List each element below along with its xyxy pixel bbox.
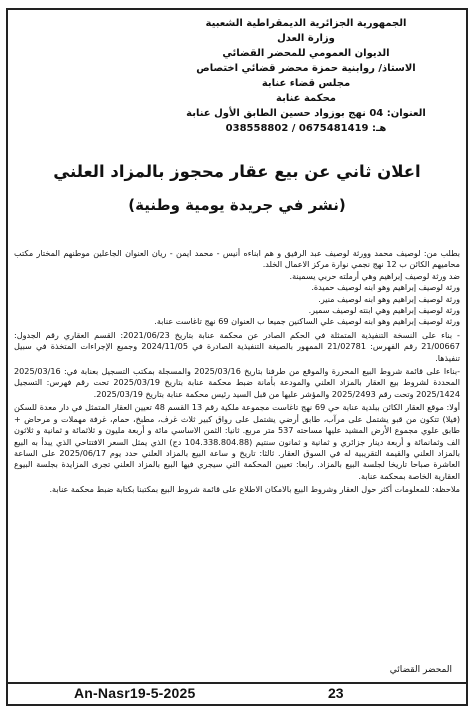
header-line-address: العنوان: 04 نهج بوزواد حسين الطابق الأول عنابة bbox=[186, 108, 426, 119]
defendant-heir-1: ورثة لوصيف إبراهيم وهو ابنه لوصيف حميدة. bbox=[311, 282, 460, 293]
notice-body bbox=[14, 248, 460, 666]
notice-title: اعلان ثاني عن بيع عقار محجوز بالمزاد العلني bbox=[53, 162, 421, 181]
judgment-paragraph: - بناء على النسخة التنفيذية المتمثلة في الحكم الصادر عن محكمة عنابة بتاريخ 2021/06/23: القسم العقاري رقم الجدول: 21/00667 رقم الفهرس: 21/02781 الممهور بالصيغة التنفيذية الصادرة في 2024/11/05 وجميع الإجراءات المتخذة في سبيل تنفيذها. bbox=[14, 329, 460, 363]
footer-issue-date: An-Nasr19-5-2025 bbox=[74, 685, 196, 701]
applicants-paragraph: بطلب من: لوصيف محمد وورثة لوصيف عبد الرفيق و هم ابناءه أنيس - محمد ايمن - ريان العنوان الجاعلين موطنهم المختار مكتب محاميهم الكائن ب 12 نهج نجمي نوارة مركز الاعمال الخلد. bbox=[14, 248, 460, 270]
page-footer bbox=[8, 682, 466, 704]
defendant-widow: ضد ورثة لوصيف إبراهيم وهي أرملته حربي يسمينة. bbox=[289, 270, 460, 281]
sale-conditions-paragraph: -بناءا على قائمة شروط البيع المحررة والموقع من طرفنا بتاريخ 2025/03/16 والمسجلة بمكتب التسجيل بعنابة في: 2025/03/16 المحددة لشروط بيع العقار بالمزاد العلني والمودعة بأمانة ضبط محكمة عنابة بتاريخ 2025/03/19 تحت رقم فهرس: التسجيل 2025/1424 وتحت رقم 2025/2493 والمؤشر عليها من قبل السيد رئيس محكمة عنابة بتاريخ 2025/03/19. bbox=[14, 366, 460, 399]
notice-subtitle: (نشر في جريدة يومية وطنية) bbox=[128, 196, 346, 214]
header-line-bailiff-name: الاستاذ/ روابنية حمزة محضر قضائي اختصاص bbox=[196, 63, 416, 74]
footer-page-number: 23 bbox=[328, 685, 344, 701]
defendants-residence: ورثة لوصيف إبراهيم وهو ابنه لوصيف علي الساكنين جميعا ب العنوان 69 نهج تاغاست عنابة. bbox=[154, 316, 460, 327]
header-line-court: محكمة عنابة bbox=[276, 93, 336, 104]
header-line-court-council: مجلس قضاء عنابة bbox=[261, 78, 351, 89]
header-line-office: الديوان العمومي للمحضر القضائي bbox=[222, 48, 390, 59]
bailiff-office-header bbox=[156, 16, 456, 136]
header-line-republic: الجمهورية الجزائرية الديمقراطية الشعبية bbox=[205, 18, 407, 29]
signature-bailiff: المحضر القضائي bbox=[389, 665, 452, 675]
defendant-heir-3: ورثة لوصيف إبراهيم وهي ابنته لوصيف سمير. bbox=[308, 305, 460, 316]
header-line-ministry: وزارة العدل bbox=[277, 33, 335, 44]
header-line-phone: هـ: 0675481419 / 038558802 bbox=[225, 123, 387, 134]
newspaper-page bbox=[6, 8, 468, 706]
defendant-heir-2: ورثة لوصيف إبراهيم وهو ابنه لوصيف منير. bbox=[318, 293, 460, 304]
note-paragraph: ملاحظة: للمعلومات أكثر حول العقار وشروط البيع بالامكان الاطلاع على قائمة شروط البيع بمكتبنا بكتابة ضبط محكمة عنابة. bbox=[49, 484, 460, 495]
property-details-paragraph: أولا: موقع العقار الكائن ببلدية عنابة حي 69 نهج تاغاست مجموعة ملكية رقم 13 القسم 48 تعيين العقار المتمثل في دار معدة للسكن (فيلا) تتكون من قبو يشتمل على مرآب، طابق أرضي يشتمل على رواق كبير ثلاث غرف، مطبخ، حمام، غرفة مهملات و مرحاض + طابق علوي مجموع الأرض المشيد عليها مساحته 537 متر مربع. ثانيا: الثمن الاساسي مائة و أربعة مليون و ثلاثمائة و ثمانية و ثلاثون الف وثمانمائة و أربعة دينار جزائري و ثمانية و ثمانون سنتيم (104.338.804.88 دج) الذي يمثل السعر الافتتاحي الذي يبدأ به البيع بالمزاد العلني والقيمة التقريبية له في السوق العقار. ثالثا: تاريخ و ساعة البيع بالمزاد العلني حدد يوم 2025/06/17 على الساعة العاشرة صباحا تاريخا لجلسة البيع بالمزاد. رابعا: تعيين المحكمة التي سيجري فيها البيع بالمزاد العلني تجرى المزايدة بجلسة البيوع العقارية الخاصة بمحكمة عنابة. bbox=[14, 402, 460, 481]
